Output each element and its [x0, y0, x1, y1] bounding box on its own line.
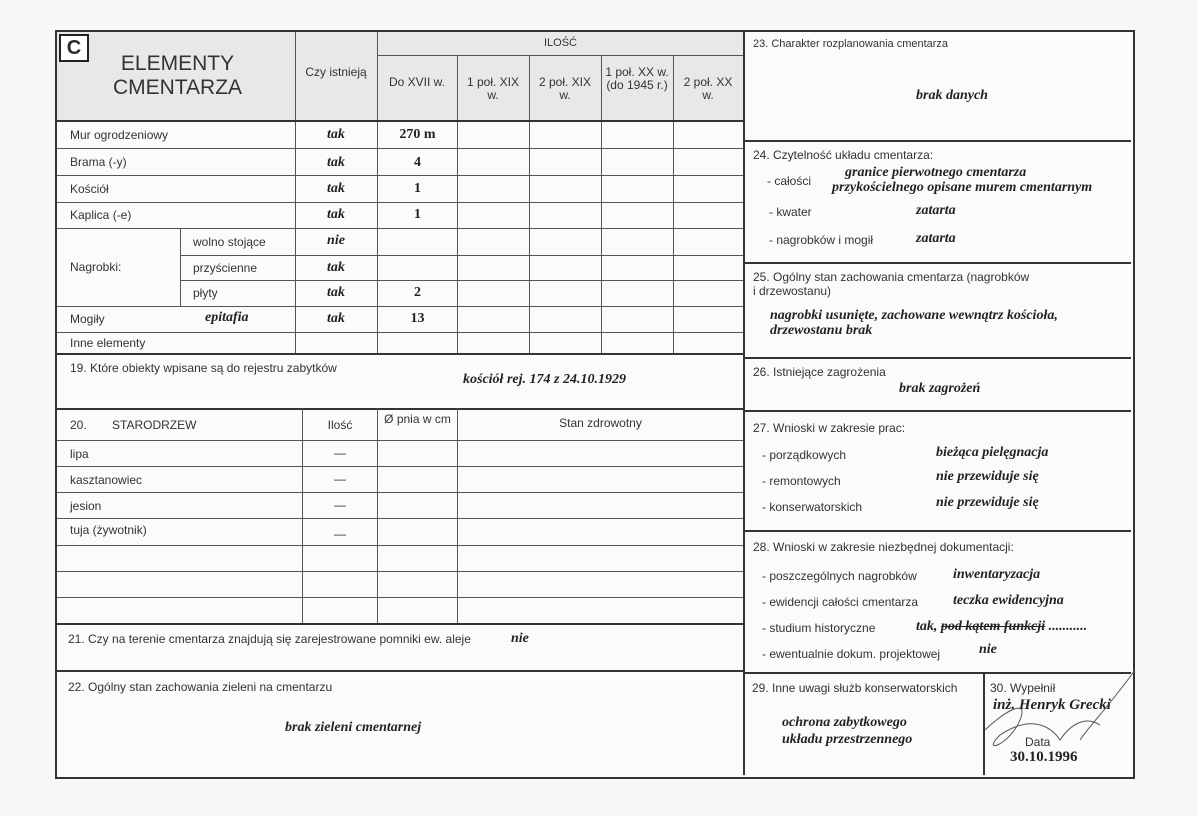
period-header: 2 poł. XX w. — [683, 75, 733, 102]
s27-item-label: - konserwatorskich — [762, 500, 863, 514]
row-label: Kaplica (-e) — [70, 208, 132, 222]
s28-item-label: - ewentualnie dokum. projektowej — [762, 647, 941, 661]
s27-label: 27. Wnioski w zakresie prac: — [753, 421, 906, 435]
s28-item-value: tak, pod kątem funkcji ........... — [916, 619, 1088, 634]
s25-value: nagrobki usunięte, zachowane wewnątrz kościoła, — [770, 308, 1058, 323]
exists-value: tak — [327, 311, 345, 326]
signature — [960, 665, 1140, 765]
quantity-header: ILOŚĆ — [543, 37, 577, 49]
s20-num: 20. — [70, 418, 87, 432]
s21-value: nie — [511, 631, 529, 646]
nagrobki-label: Nagrobki: — [70, 260, 122, 274]
s28-label: 28. Wnioski w zakresie niezbędnej dokumentacji: — [753, 540, 1014, 554]
tree-name: kasztanowiec — [70, 473, 143, 487]
s30-label: 30. Wypełnił — [990, 681, 1056, 695]
s25-label: 25. Ogólny stan zachowania cmentarza (nagrobków — [753, 270, 1030, 284]
exists-value: nie — [327, 233, 345, 248]
exists-value: tak — [327, 155, 345, 170]
tree-name: jesion — [70, 499, 102, 513]
tree-qty: — — [334, 527, 346, 541]
s19-label: 19. Które obiekty wpisane są do rejestru zabytków — [70, 361, 337, 375]
tree-qty: — — [334, 472, 346, 486]
period-header: 2 poł. XIX w. — [538, 75, 592, 102]
tree-name: tuja (żywotnik) — [70, 523, 147, 537]
s20-qty-header: Ilość — [327, 418, 353, 432]
s28-item-value: inwentaryzacja — [953, 567, 1041, 582]
row-label: płyty — [193, 286, 218, 300]
row-label: Inne elementy — [70, 336, 146, 350]
s23-value: brak danych — [916, 88, 988, 103]
s21-label: 21. Czy na terenie cmentarza znajdują się zarejestrowane pomniki ew. aleje — [68, 632, 471, 646]
s24-label: 24. Czytelność układu cmentarza: — [753, 148, 934, 162]
exists-value: tak — [327, 127, 345, 142]
s28-item-value: nie — [979, 642, 997, 657]
period-header: 1 poł. XX w. (do 1945 r.) — [605, 65, 669, 92]
exists-value: tak — [327, 207, 345, 222]
s24-whole-value: przykościelnego opisane murem cmentarnym — [832, 180, 1093, 195]
row-label: Mur ogrodzeniowy — [70, 128, 169, 142]
s22-value: brak zieleni cmentarnej — [285, 720, 422, 735]
section-letter-box: C — [59, 34, 89, 62]
s28-item-value: teczka ewidencyjna — [953, 593, 1064, 608]
row-label: Brama (-y) — [70, 155, 127, 169]
row-note: epitafia — [205, 310, 249, 325]
s29-value: układu przestrzennego — [782, 732, 913, 747]
s30-date-label: Data — [1025, 735, 1051, 749]
s23-label: 23. Charakter rozplanowania cmentarza — [753, 38, 949, 50]
s20-title: STARODRZEW — [112, 418, 197, 432]
s30-date: 30.10.1996 — [1010, 749, 1078, 765]
table-title: ELEMENTY CMENTARZA — [112, 52, 243, 99]
s28-item-label: - ewidencji całości cmentarza — [762, 595, 919, 609]
s24-graves-label: - nagrobków i mogił — [769, 233, 874, 247]
exists-value: tak — [327, 181, 345, 196]
tree-qty: — — [334, 446, 346, 460]
row-label: przyścienne — [193, 261, 258, 275]
s24-graves-value: zatarta — [916, 231, 956, 246]
row-label: wolno stojące — [193, 235, 266, 249]
qty-value: 1 — [414, 207, 421, 222]
s29-label: 29. Inne uwagi służb konserwatorskich — [752, 681, 958, 695]
s24-quarters-value: zatarta — [916, 203, 956, 218]
qty-value: 2 — [414, 285, 421, 300]
s27-item-value: nie przewiduje się — [936, 495, 1039, 510]
s27-item-label: - remontowych — [762, 474, 841, 488]
s27-item-value: nie przewiduje się — [936, 469, 1039, 484]
s25-label: i drzewostanu) — [753, 284, 832, 298]
s25-value: drzewostanu brak — [770, 323, 873, 338]
tree-name: lipa — [70, 447, 89, 461]
qty-value: 4 — [414, 155, 421, 170]
s29-value: ochrona zabytkowego — [782, 715, 907, 730]
row-label: Kościół — [70, 182, 109, 196]
s24-whole-label: - całości — [767, 174, 812, 188]
qty-value: 1 — [414, 181, 421, 196]
period-header: 1 poł. XIX w. — [466, 75, 520, 102]
exists-header: Czy istnieją — [305, 65, 367, 79]
row-label: Mogiły — [70, 312, 105, 326]
s26-label: 26. Istniejące zagrożenia — [753, 365, 886, 379]
exists-value: tak — [327, 260, 345, 275]
tree-qty: — — [334, 498, 346, 512]
s26-value: brak zagrożeń — [899, 381, 981, 396]
period-header: Do XVII w. — [388, 75, 446, 89]
s28-item-label: - poszczególnych nagrobków — [762, 569, 917, 583]
qty-value: 13 — [410, 311, 425, 326]
s24-quarters-label: - kwater — [769, 205, 812, 219]
s20-health-header: Stan zdrowotny — [559, 416, 642, 430]
s20-diam-header: Ø pnia w cm — [384, 412, 451, 426]
s19-value: kościół rej. 174 z 24.10.1929 — [463, 372, 626, 387]
s27-item-label: - porządkowych — [762, 448, 847, 462]
s24-whole-value: granice pierwotnego cmentarza — [845, 165, 1027, 180]
s28-item-label: - studium historyczne — [762, 621, 876, 635]
s30-name: inż. Henryk Grecki — [993, 697, 1111, 713]
exists-value: tak — [327, 285, 345, 300]
s27-item-value: bieżąca pielęgnacja — [936, 445, 1049, 460]
s22-label: 22. Ogólny stan zachowania zieleni na cmentarzu — [68, 680, 333, 694]
qty-value: 270 m — [399, 127, 436, 142]
